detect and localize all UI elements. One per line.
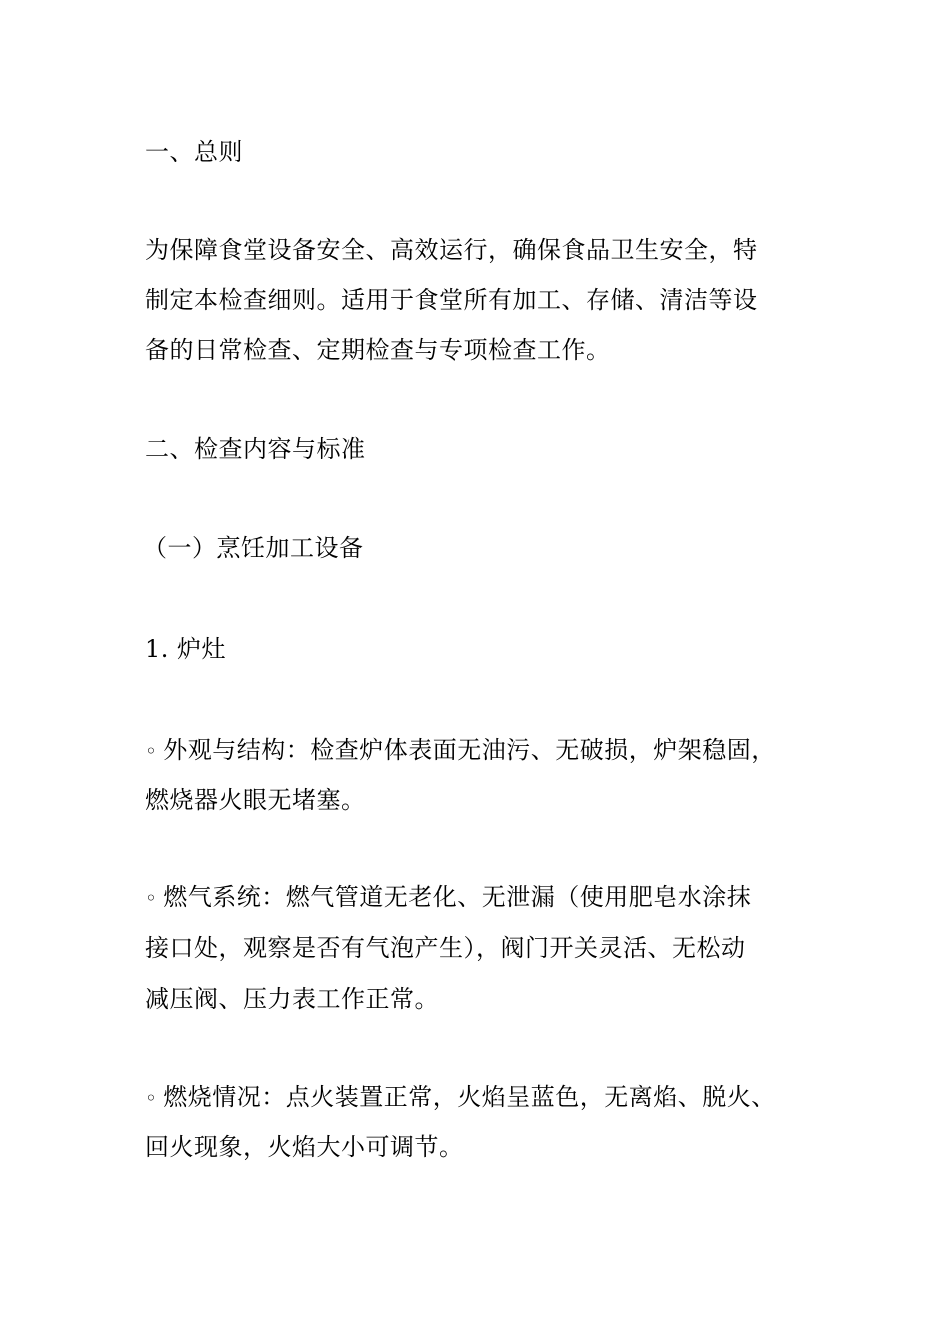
bullet-line [145,1080,776,1115]
bullet-text: 外观与结构：检查炉体表面无油污、无破损，炉架稳固， [163,736,776,764]
bullet-icon: ◦ [145,1086,158,1110]
section-heading-general: 一、总则 [145,138,243,166]
bullet-text: 燃烧情况：点火装置正常，火焰呈蓝色，无离焰、脱火、 [163,1083,776,1111]
bullet-line: 接口处，观察是否有气泡产生），阀门开关灵活、无松动 [145,934,746,962]
bullet-icon: ◦ [145,886,158,910]
section-heading-inspection: 二、检查内容与标准 [145,435,366,463]
bullet-line: 回火现象，火焰大小可调节。 [145,1133,464,1161]
paragraph-line: 为保障食堂设备安全、高效运行，确保食品卫生安全，特 [145,236,758,264]
item-heading-stove: 1. 炉灶 [145,635,227,663]
bullet-line [145,733,776,768]
bullet-text: 燃气系统：燃气管道无老化、无泄漏（使用肥皂水涂抹 [163,883,752,911]
bullet-line [145,880,751,915]
bullet-line: 燃烧器火眼无堵塞。 [145,786,366,814]
paragraph-line: 备的日常检查、定期检查与专项检查工作。 [145,336,611,364]
paragraph-line: 制定本检查细则。适用于食堂所有加工、存储、清洁等设 [145,286,758,314]
bullet-icon: ◦ [145,739,158,763]
subsection-heading-cooking-equipment: （一）烹饪加工设备 [143,534,364,562]
bullet-line: 减压阀、压力表工作正常。 [145,985,439,1013]
